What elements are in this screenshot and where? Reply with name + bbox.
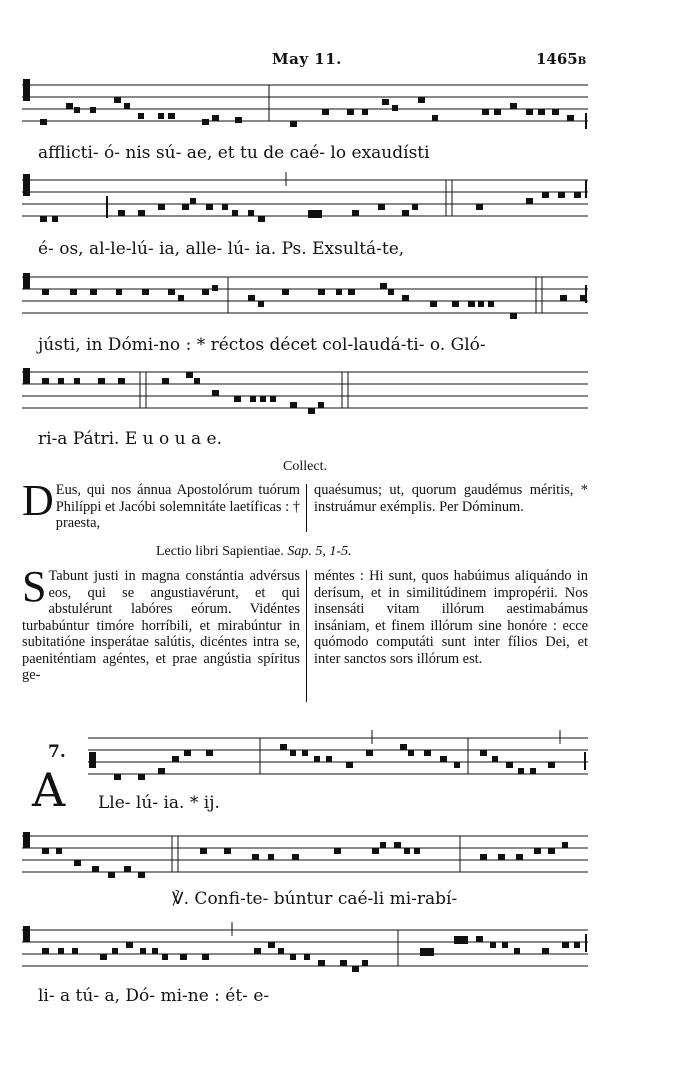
collect-heading: Collect. [283,459,327,474]
collect-text-left: D Eus, qui nos ánnua Apostolórum tuórum Philíppi et Jacóbi solemnitáte laetíficas : † praesta, [22,476,300,531]
collect-text-right: quaésumus; ut, quorum gaudémus méritis, * instruámur exémplis. Per Dóminum. [314,482,588,515]
chant-number: 7. [48,742,66,762]
chant2-lyric-line-3: li- a tú- a, Dó- mi-ne : ét- e- [38,986,270,1006]
column-divider [306,570,307,702]
lectio-heading: Lectio libri Sapientiae. Sap. 5, 1-5. [156,544,352,559]
chant2-lyric-line-1: Lle- lú- ia. * ij. [98,793,220,813]
chant-initial: A [32,763,66,817]
chant-staff-7 [22,920,588,980]
chant-staff-5 [88,728,588,788]
chant2-lyric-line-2: ℣. Confi-te- búntur caé-li mi-rabí- [172,889,458,909]
chant-staff-4 [22,362,588,422]
lectio-initial: S [22,562,47,611]
lectio-text-left: S Tabunt justi in magna constántia advérsus eos, qui se angustiavérunt, et qui abstulérunt labóres eórum. Vidéntes turbabúntur timóre horríbili, et mirabúntur in subitatióne insperátae salútis, dicéntes intra se, paeniténtiam agéntes, et prae angústia spíritus ge- [22,562,300,683]
chant1-lyric-line-4: ri-a Pátri. E u o u a e. [38,429,223,449]
page-header-title: May 11. [272,50,342,68]
chant-staff-3 [22,267,588,327]
chant-staff-1 [22,75,588,135]
page-number: 1465B [536,50,587,68]
column-divider [306,484,307,532]
chant1-lyric-line-3: jústi, in Dómi-no : * réctos décet col-laudá-ti- o. Gló- [38,335,486,355]
collect-initial: D [22,476,54,525]
chant1-lyric-line-2: é- os, al-le-lú- ia, alle- lú- ia. Ps. Exsultá-te, [38,239,405,259]
chant-staff-6 [22,826,588,886]
chant1-lyric-line-1: afflicti- ó- nis sú- ae, et tu de caé- lo exaudísti [38,143,430,163]
chant-staff-2 [22,170,588,230]
lectio-text-right: méntes : Hi sunt, quos habúimus aliquándo in derísum, et in similitúdinem impropérii. Nos insensáti vitam illórum aestimabámus insániam, et finem illórum sine honóre : ecce quómodo computáti sunt inter fílios Dei, et inter sanctos sors illórum est. [314,568,588,667]
